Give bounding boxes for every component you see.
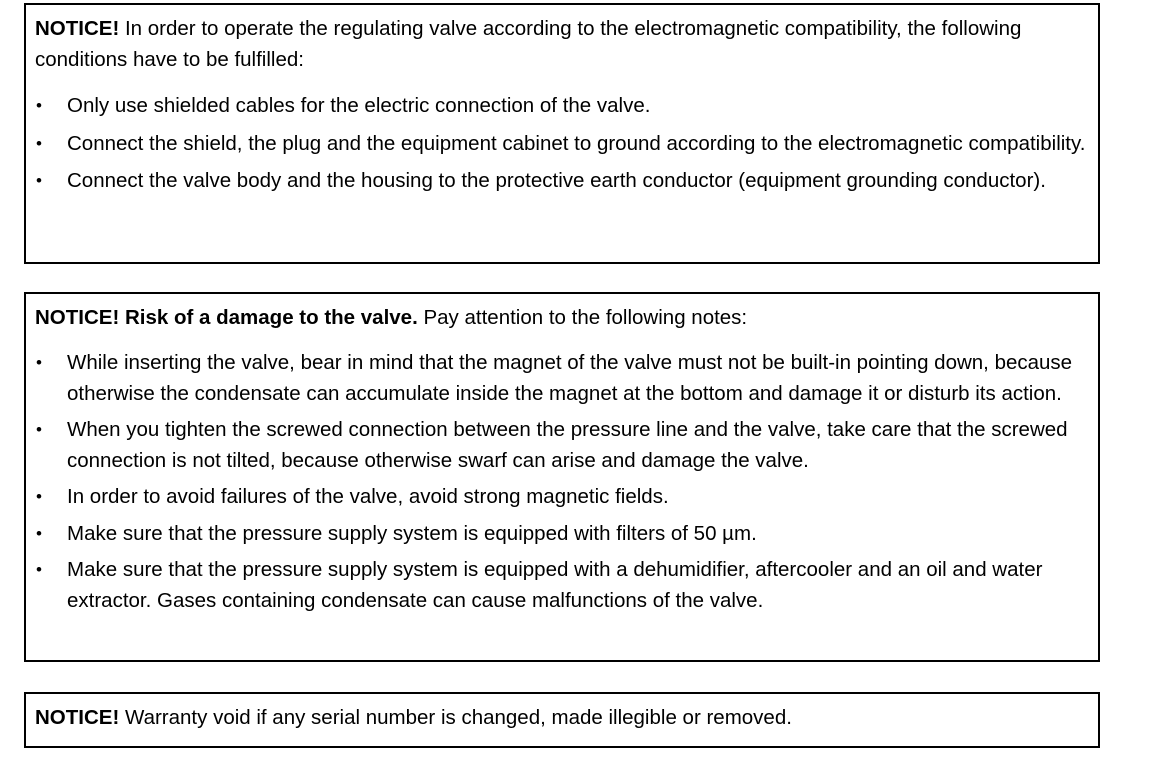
bullet-list bbox=[35, 91, 1088, 197]
list-item bbox=[35, 482, 1088, 513]
bullet-icon: • bbox=[36, 133, 42, 153]
list-item-text: When you tighten the screwed connection between the pressure line and the valve, take care that the screwed connection is not tilted, because otherwise swarf can arise and damage the valve. bbox=[67, 418, 1068, 472]
list-item-text: Connect the shield, the plug and the equipment cabinet to ground according to the electromagnetic compatibility. bbox=[67, 131, 1086, 155]
notice-text: Warranty void if any serial number is changed, made illegible or removed. bbox=[119, 706, 792, 729]
bullet-icon: • bbox=[36, 353, 42, 372]
bullet-icon: • bbox=[36, 560, 42, 579]
notice-box-valve-damage bbox=[24, 292, 1100, 662]
list-item-text: Make sure that the pressure supply system is equipped with filters of 50 µm. bbox=[67, 521, 757, 545]
notice-box-emc bbox=[24, 3, 1100, 264]
list-item bbox=[35, 555, 1088, 616]
bullet-list bbox=[35, 348, 1088, 616]
list-item bbox=[35, 519, 1088, 550]
list-item bbox=[35, 415, 1088, 476]
notice-keyword: NOTICE! bbox=[35, 17, 120, 40]
notice-text: In order to operate the regulating valve according to the electromagnetic compatibility, the following conditions have to be fulfilled: bbox=[35, 17, 1022, 71]
bullet-icon: • bbox=[36, 420, 42, 439]
bullet-icon: • bbox=[36, 523, 42, 543]
notice-text: Pay attention to the following notes: bbox=[417, 306, 748, 329]
notice-box-warranty bbox=[24, 692, 1100, 748]
bullet-icon: • bbox=[36, 487, 42, 506]
list-item bbox=[35, 166, 1088, 197]
list-item-text: Make sure that the pressure supply system is equipped with a dehumidifier, aftercooler and an oil and water extractor. Gases containing condensate can cause malfunctions of the valve. bbox=[67, 558, 1043, 612]
list-item bbox=[35, 129, 1088, 160]
notice-keyword: NOTICE! bbox=[35, 706, 120, 729]
notice-heading bbox=[35, 13, 1088, 75]
list-item-text: Connect the valve body and the housing to the protective earth conductor (equipment grounding conductor). bbox=[67, 169, 1046, 192]
list-item-text: While inserting the valve, bear in mind that the magnet of the valve must not be built-in pointing down, because otherwise the condensate can accumulate inside the magnet at the bottom and damage it or disturb its action. bbox=[67, 351, 1073, 405]
list-item bbox=[35, 91, 1088, 122]
notice-heading bbox=[35, 702, 1088, 733]
bullet-icon: • bbox=[36, 171, 42, 190]
list-item bbox=[35, 348, 1088, 409]
list-item-text: In order to avoid failures of the valve, avoid strong magnetic fields. bbox=[67, 485, 669, 508]
list-item-text: Only use shielded cables for the electric connection of the valve. bbox=[67, 94, 651, 117]
notice-lead: Risk of a damage to the valve. bbox=[119, 306, 418, 329]
notice-heading bbox=[35, 302, 1088, 333]
notice-keyword: NOTICE! bbox=[35, 306, 120, 329]
bullet-icon: • bbox=[36, 96, 42, 115]
